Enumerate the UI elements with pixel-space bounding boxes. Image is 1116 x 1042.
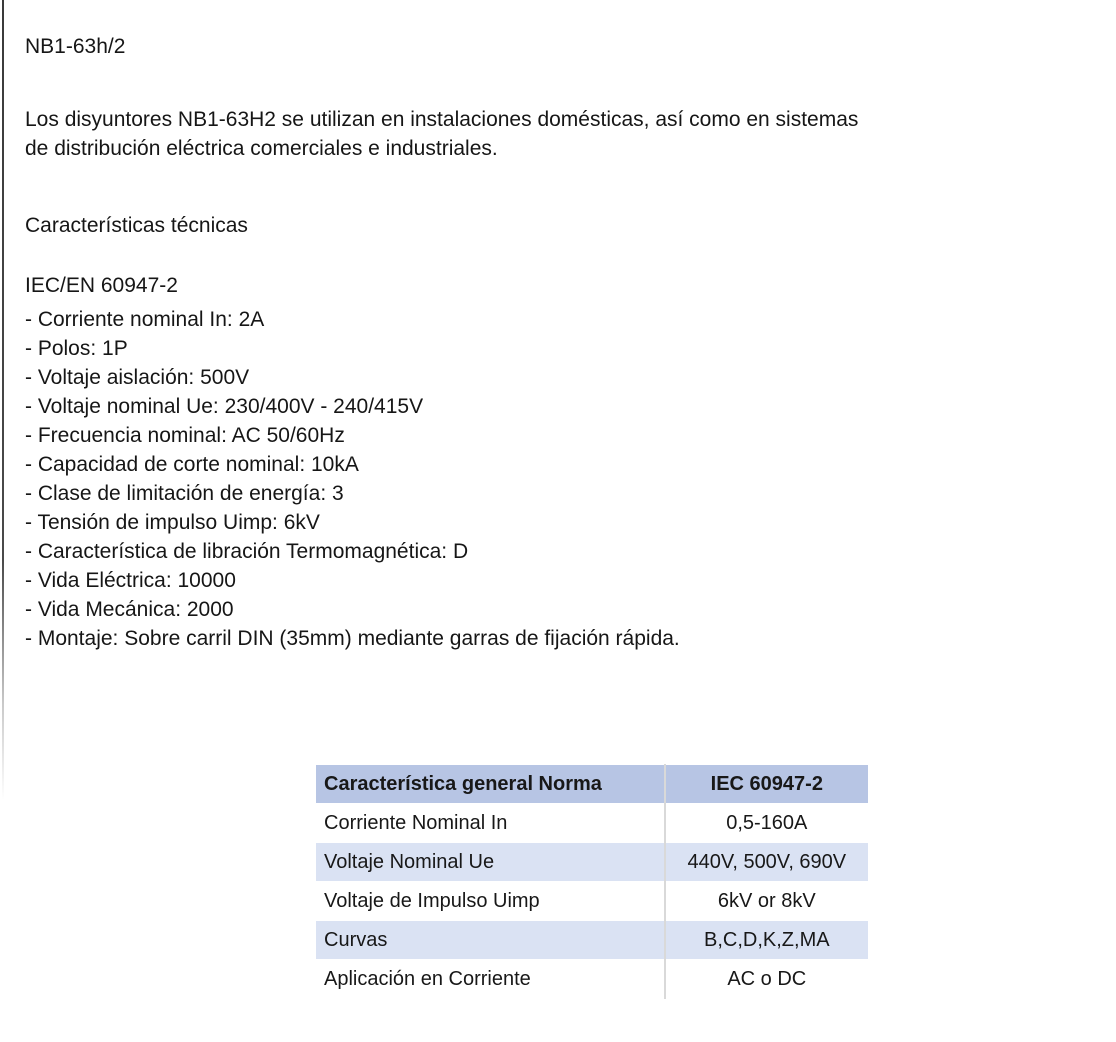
table-cell-value: 0,5-160A [665, 804, 868, 843]
intro-paragraph [25, 105, 1100, 163]
table-cell-label: Corriente Nominal In [316, 804, 665, 843]
spec-item: - Frecuencia nominal: AC 50/60Hz [25, 424, 345, 447]
spec-item: - Tensión de impulso Uimp: 6kV [25, 511, 320, 534]
spec-item: - Polos: 1P [25, 337, 128, 360]
table-row [316, 804, 868, 843]
table-header-row [316, 765, 868, 804]
spec-list [25, 305, 1100, 653]
table-cell-label: Voltaje de Impulso Uimp [316, 882, 665, 921]
spec-item: - Clase de limitación de energía: 3 [25, 482, 344, 505]
standard-heading: IEC/EN 60947-2 [25, 274, 178, 297]
table-cell-value: 440V, 500V, 690V [665, 843, 868, 882]
document-content [25, 0, 1100, 999]
intro-line: de distribución eléctrica comerciales e industriales. [25, 137, 498, 160]
section-heading: Características técnicas [25, 214, 248, 237]
spec-item: - Capacidad de corte nominal: 10kA [25, 453, 359, 476]
characteristics-table [316, 764, 868, 999]
spec-item: - Voltaje aislación: 500V [25, 366, 250, 389]
table-cell-label: Voltaje Nominal Ue [316, 843, 665, 882]
table-cell-label: Aplicación en Corriente [316, 960, 665, 999]
intro-line: Los disyuntores NB1-63H2 se utilizan en instalaciones domésticas, así como en sistemas [25, 108, 859, 131]
spec-item: - Vida Mecánica: 2000 [25, 598, 234, 621]
table-cell-value: 6kV or 8kV [665, 882, 868, 921]
page-edge-line [2, 0, 4, 800]
spec-item: - Vida Eléctrica: 10000 [25, 569, 236, 592]
table-header-value: IEC 60947-2 [665, 765, 868, 804]
spec-item: - Característica de libración Termomagnética: D [25, 540, 469, 563]
table-row [316, 882, 868, 921]
spec-item: - Voltaje nominal Ue: 230/400V - 240/415V [25, 395, 424, 418]
table-row [316, 921, 868, 960]
table-cell-label: Curvas [316, 921, 665, 960]
table-header-label: Característica general Norma [316, 765, 665, 804]
table-cell-value: B,C,D,K,Z,MA [665, 921, 868, 960]
table-row [316, 960, 868, 999]
table-row [316, 843, 868, 882]
spec-item: - Montaje: Sobre carril DIN (35mm) mediante garras de fijación rápida. [25, 627, 680, 650]
page-title: NB1-63h/2 [25, 35, 126, 58]
spec-item: - Corriente nominal In: 2A [25, 308, 265, 331]
table-cell-value: AC o DC [665, 960, 868, 999]
